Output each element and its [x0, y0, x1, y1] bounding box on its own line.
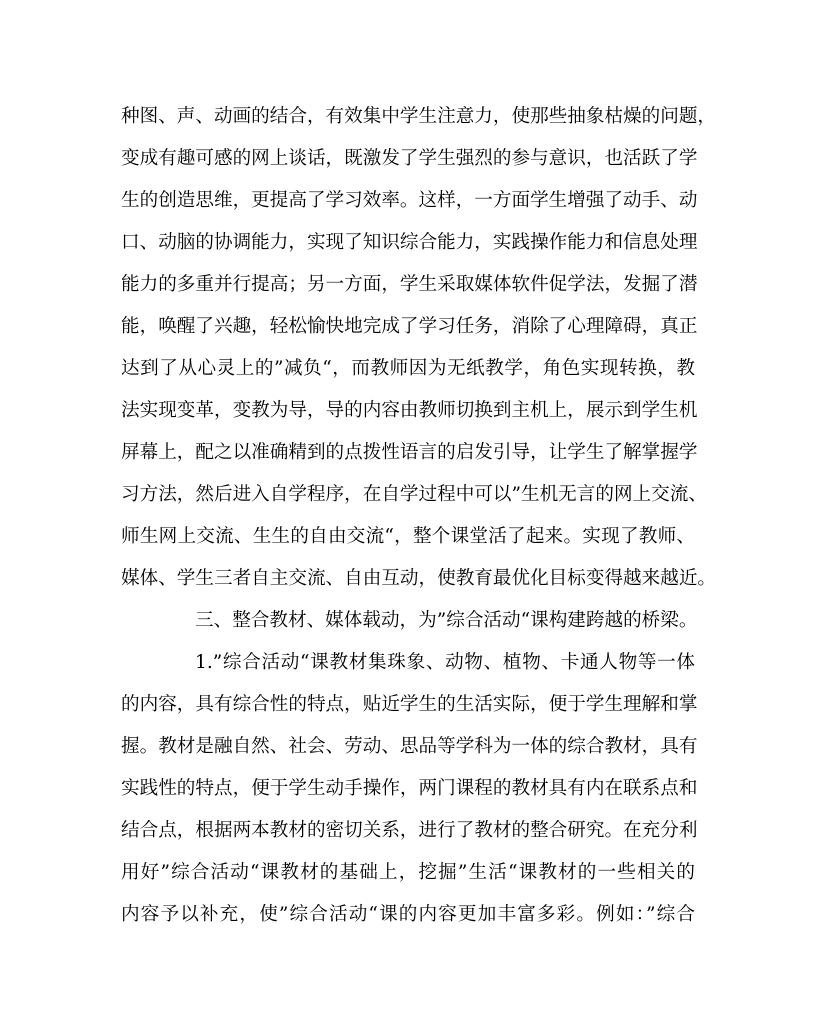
section-heading: 三、整合教材、媒体载动，为”综合活动“课构建跨越的桥梁。: [195, 610, 698, 631]
paragraph-line: 生的创造思维，更提高了学习效率。这样，一方面学生增强了动手、动: [121, 190, 698, 211]
paragraph-line: 变成有趣可感的网上谈话，既激发了学生强烈的参与意识，也活跃了学: [121, 148, 698, 169]
paragraph-line: 的内容，具有综合性的特点，贴近学生的生活实际，便于学生理解和掌: [121, 694, 698, 715]
paragraph-line: 口、动脑的协调能力，实现了知识综合能力，实践操作能力和信息处理: [121, 232, 698, 253]
paragraph-line: 内容予以补充，使”综合活动“课的内容更加丰富多彩。例如：”综合: [121, 904, 695, 925]
paragraph-line: 握。教材是融自然、社会、劳动、思品等学科为一体的综合教材，具有: [121, 736, 698, 757]
paragraph-line: 习方法，然后进入自学程序，在自学过程中可以”生机无言的网上交流、: [121, 484, 707, 505]
paragraph-line: 师生网上交流、生生的自由交流“，整个课堂活了起来。实现了教师、: [121, 526, 695, 547]
paragraph-line: 用好”综合活动“课教材的基础上，挖掘”生活“课教材的一些相关的: [121, 862, 695, 883]
paragraph-line: 法实现变革，变教为导，导的内容由教师切换到主机上，展示到学生机: [121, 400, 698, 421]
paragraph-line: 能，唤醒了兴趣，轻松愉快地完成了学习任务，消除了心理障碍，真正: [121, 316, 698, 337]
paragraph-line: 达到了从心灵上的”减负“，而教师因为无纸教学，角色实现转换，教: [121, 358, 695, 379]
paragraph-line: 屏幕上，配之以准确精到的点拨性语言的启发引导，让学生了解掌握学: [121, 442, 698, 463]
paragraph-line: 1.”综合活动“课教材集珠象、动物、植物、卡通人物等一体: [195, 652, 695, 673]
paragraph-line: 结合点，根据两本教材的密切关系，进行了教材的整合研究。在充分利: [121, 820, 698, 841]
paragraph-line: 媒体、学生三者自主交流、自由互动，使教育最优化目标变得越来越近。: [121, 568, 717, 589]
paragraph-line: 能力的多重并行提高；另一方面，学生采取媒体软件促学法，发掘了潜: [121, 274, 698, 295]
paragraph-line: 种图、声、动画的结合，有效集中学生注意力，使那些抽象枯燥的问题，: [121, 106, 717, 127]
paragraph-line: 实践性的特点，便于学生动手操作，两门课程的教材具有内在联系点和: [121, 778, 698, 799]
